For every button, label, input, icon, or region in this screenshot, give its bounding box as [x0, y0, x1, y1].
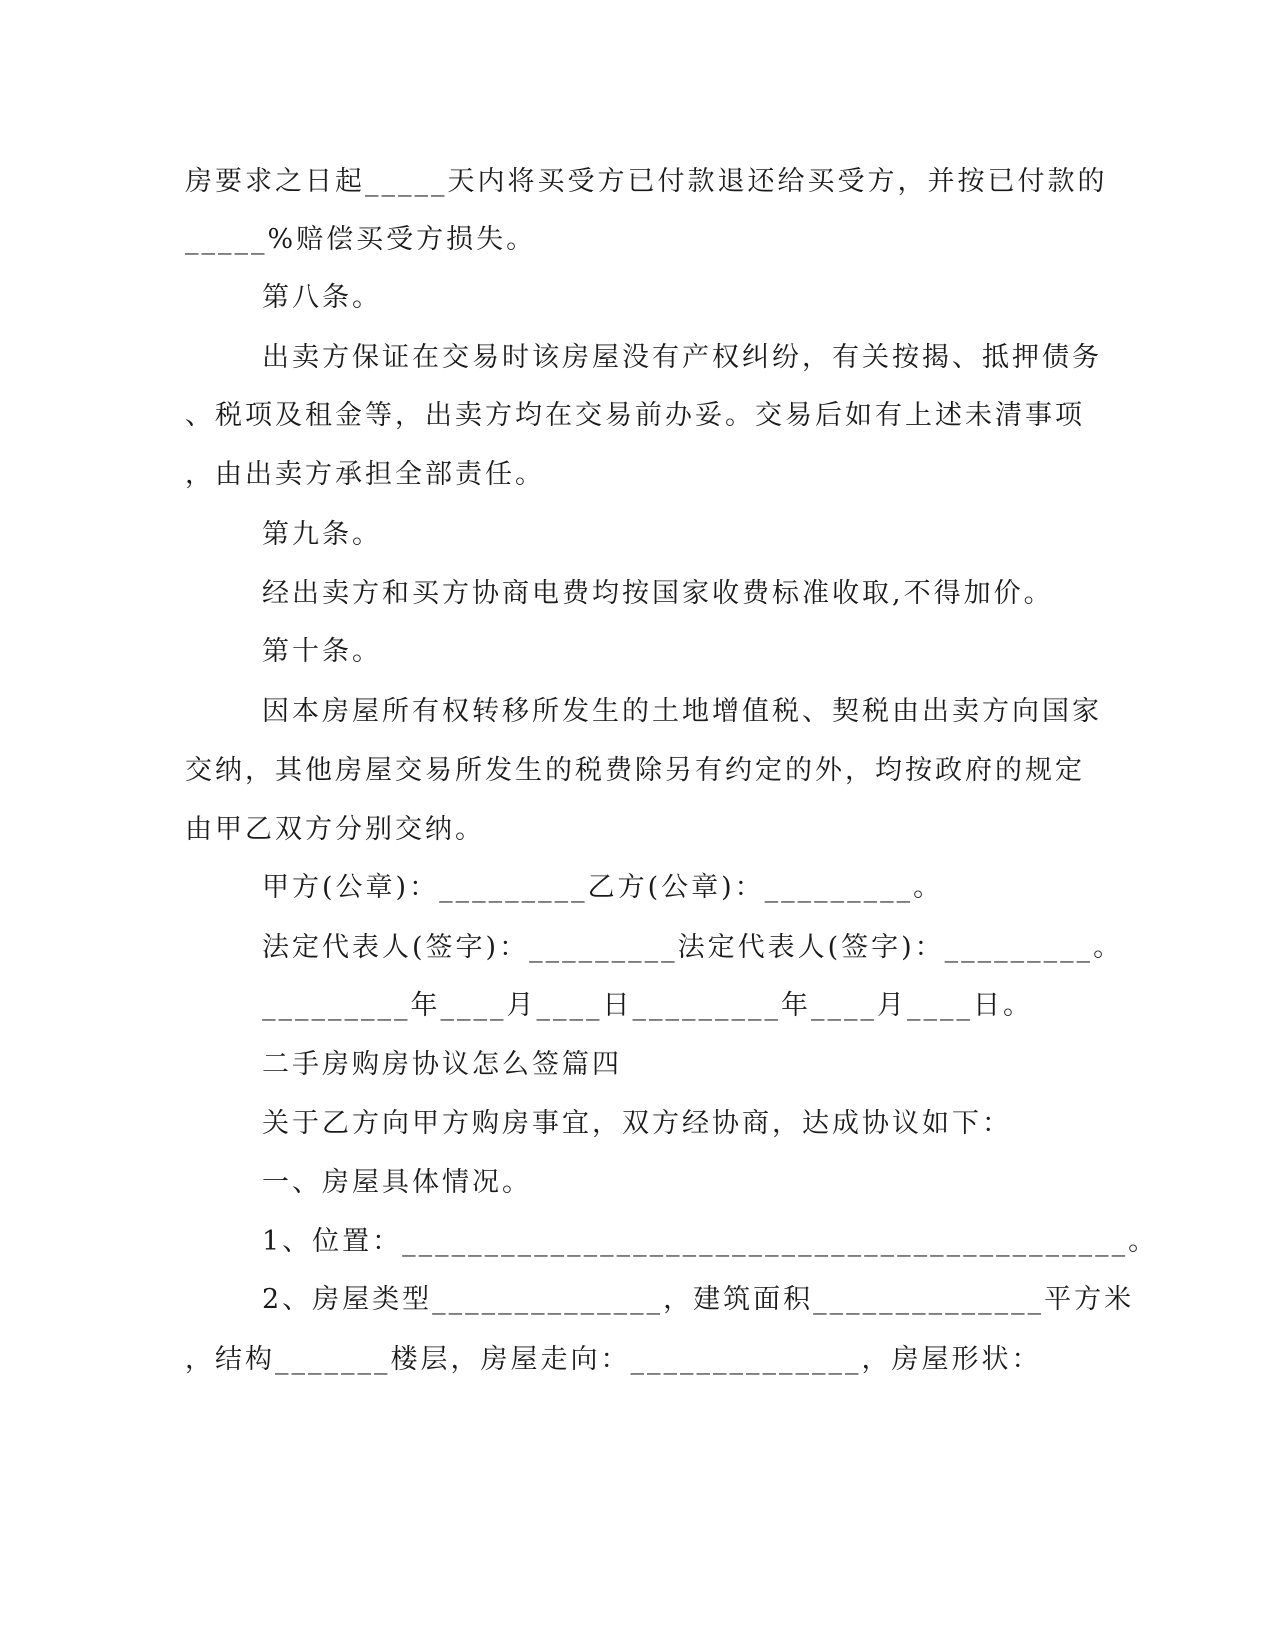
- signature-line: 甲方(公章)：_________乙方(公章)：_________。: [262, 872, 944, 903]
- article-heading: 第八条。: [262, 282, 382, 313]
- text-line: ，由出卖方承担全部责任。: [185, 459, 545, 490]
- date-line: _________年____月____日_________年____月____日。: [262, 990, 1033, 1021]
- signature-line: 法定代表人(签字)：_________法定代表人(签字)：_________。: [262, 932, 1124, 963]
- text-line: ，结构_______楼层，房屋走向：______________，房屋形状：: [185, 1344, 1042, 1375]
- text-line: 出卖方保证在交易时该房屋没有产权纠纷，有关按揭、抵押债务: [262, 342, 1102, 373]
- article-heading: 第九条。: [262, 519, 382, 550]
- text-line: _____%赔偿买受方损失。: [185, 224, 537, 255]
- text-line: 房要求之日起_____天内将买受方已付款退还给买受方，并按已付款的: [185, 166, 1108, 197]
- section-title: 二手房购房协议怎么签篇四: [262, 1049, 622, 1080]
- text-line: 因本房屋所有权转移所发生的土地增值税、契税由出卖方向国家: [262, 696, 1102, 727]
- text-line: 一、房屋具体情况。: [262, 1167, 532, 1198]
- article-heading: 第十条。: [262, 636, 382, 667]
- text-line: 2、房屋类型______________，建筑面积______________平方米: [262, 1284, 1135, 1315]
- text-line: 由甲乙双方分别交纳。: [185, 814, 485, 845]
- text-line: 交纳，其他房屋交易所发生的税费除另有约定的外，均按政府的规定: [185, 755, 1085, 786]
- text-line: 1、位置：____________________________________________。: [262, 1226, 1159, 1257]
- text-line: 、税项及租金等，出卖方均在交易前办妥。交易后如有上述未清事项: [185, 400, 1085, 431]
- text-line: 关于乙方向甲方购房事宜，双方经协商，达成协议如下：: [262, 1108, 1012, 1139]
- text-line: 经出卖方和买方协商电费均按国家收费标准收取,不得加价。: [262, 578, 1054, 609]
